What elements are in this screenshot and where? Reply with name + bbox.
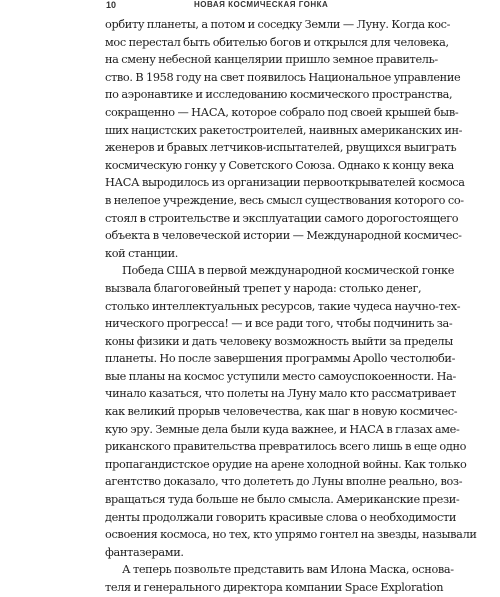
running-head — [0, 0, 500, 14]
text-line: ство. В 1958 году на свет появилось Национальное управление — [105, 70, 461, 84]
text-line: денты продолжали говорить красивые слова о необходимости — [105, 510, 457, 524]
text-line: вызвала благоговейный трепет у народа: столько денег, — [105, 281, 422, 295]
text-line: орбиту планеты, а потом и соседку Земли — Луну. Когда кос- — [105, 18, 451, 31]
text-line: столько интеллектуальных ресурсов, такие чудеса научно-тех- — [105, 299, 461, 313]
text-line: НАСА выродилось из организации первооткрывателей космоса — [105, 176, 465, 190]
text-line: вые планы на космос уступили место самоуспокоенности. На- — [105, 369, 457, 383]
text-line: пропагандистское орудие на арене холодной войны. Как только — [105, 457, 467, 471]
text-line: на смену небесной канцелярии пришло земное правитель- — [105, 53, 438, 67]
text-line: как великий прорыв человечества, как шаг в новую космичес- — [105, 405, 458, 419]
text-line: стоял в строительстве и эксплуатации самого дорогостоящего — [105, 211, 459, 225]
text-line: фантазерами. — [105, 545, 184, 559]
text-line: Победа США в первой международной космической гонке — [122, 264, 455, 278]
text-line: в нелепое учреждение, весь смысл существования которого со- — [105, 193, 464, 207]
text-line: планеты. Но после завершения программы Apollo честолюби- — [105, 352, 456, 366]
text-line: ших нацистских ракетостроителей, наивных американских ин- — [105, 123, 463, 137]
text-line: вращаться туда больше не было смысла. Американские прези- — [105, 493, 460, 507]
paragraph — [105, 561, 454, 596]
text-line: нического прогресса! — и все ради того, чтобы подчинить за- — [105, 317, 453, 331]
text-line: риканского правительства превратилось всего лишь в еще одно — [105, 440, 467, 454]
text-line: объекта в человеческой истории — Международной космичес- — [105, 229, 462, 243]
text-line: А теперь позвольте представить вам Илона Маска, основа- — [122, 563, 454, 577]
text-line: агентство доказало, что долететь до Луны вполне реально, воз- — [105, 475, 463, 489]
paragraph — [105, 16, 465, 262]
text-line: кой станции. — [105, 246, 179, 260]
text-line: коны физики и дать человеку возможность выйти за пределы — [105, 334, 453, 348]
text-line: мос перестал быть обителью богов и открылся для человека, — [105, 35, 449, 49]
running-title: НОВАЯ КОСМИЧЕСКАЯ ГОНКА — [194, 0, 329, 9]
text-line: чинало казаться, что полеты на Луну мало кто рассматривает — [105, 387, 457, 401]
page-number: 10 — [106, 0, 117, 10]
text-line: сокращенно — НАСА, которое собрало под своей крышей быв- — [105, 105, 459, 119]
text-line: теля и генерального директора компании Space Exploration — [105, 581, 444, 594]
text-line: космическую гонку у Советского Союза. Однако к концу века — [105, 158, 454, 172]
text-line: женеров и бравых летчиков-испытателей, рвущихся выиграть — [105, 141, 457, 155]
text-line: по аэронавтике и исследованию космического пространства, — [105, 88, 453, 102]
text-line: кую эру. Земные дела были куда важнее, и НАСА в глазах аме- — [105, 422, 460, 436]
text-line: освоения космоса, но тех, кто упрямо гонтел на звезды, называли — [105, 528, 477, 542]
paragraph — [105, 262, 477, 561]
body-text — [105, 16, 477, 597]
